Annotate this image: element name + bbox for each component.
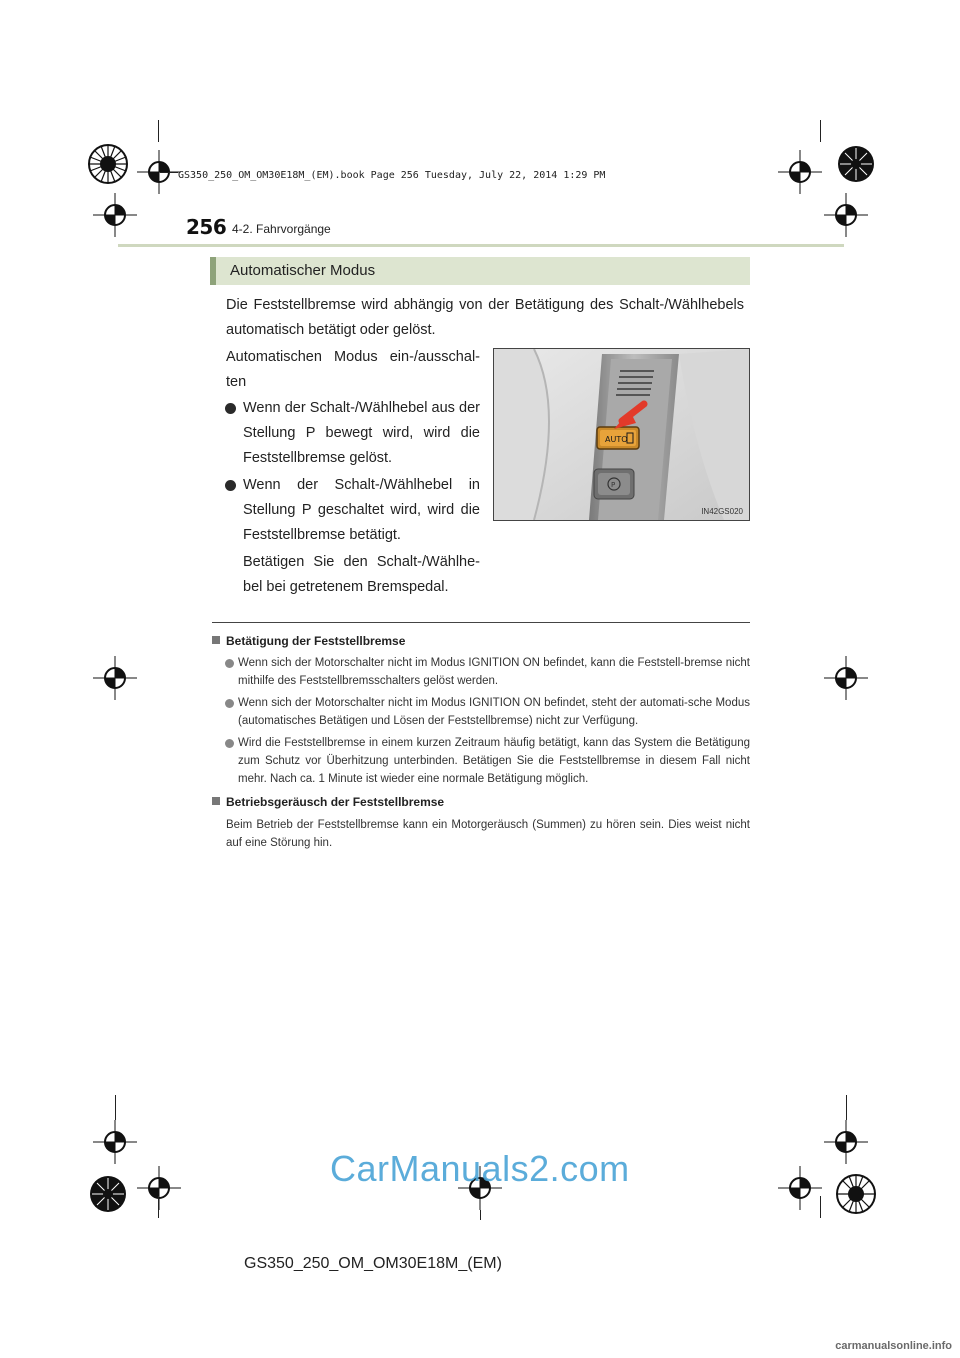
- note-title-1: Betätigung der Feststellbremse: [212, 634, 405, 648]
- p-label: P: [611, 481, 616, 489]
- mode-toggle-text: Automatischen Modus ein-/ausschal-ten: [226, 349, 480, 390]
- carmanuals-watermark: CarManuals2.com: [330, 1148, 630, 1189]
- crosshair-mark-right-middle: [824, 656, 868, 700]
- crop-line: [480, 1210, 481, 1220]
- note-item-3: Wird die Feststellbremse in einem kurzen Zeitraum häufig betätigt, kann das System die Betätigung zum Schutz vor Überhitzung unterbinden. Betätigen Sie die Feststellbremse in diesem Fall nicht mehr. Nach ca. 1 Minute ist wieder eine normale Betätigung möglich.: [238, 737, 750, 785]
- instruction-text: Betätigen Sie den Schalt-/Wählhe-bel bei getretenem Bremspedal.: [243, 554, 480, 595]
- footer-code: GS350_250_OM_OM30E18M_(EM): [244, 1255, 502, 1272]
- registration-mark-bottom-right-starburst: [834, 1172, 878, 1216]
- crosshair-mark-right-upper: [824, 193, 868, 237]
- crop-line: [820, 1196, 821, 1218]
- note-item-2: Wenn sich der Motorschalter nicht im Modus IGNITION ON befindet, steht der automati-sche Modus (automatisches Betätigen und Lösen der Feststellbremse) nicht zur Verfügung.: [238, 697, 750, 727]
- note-bullet-icon: [225, 659, 234, 668]
- crop-line: [115, 1095, 116, 1120]
- note-item-1: Wenn sich der Motorschalter nicht im Modus IGNITION ON befindet, kann die Feststell-bremse nicht mithilfe des Feststellbremsschalters gelöst werden.: [238, 657, 750, 687]
- crop-line: [820, 120, 821, 142]
- section-divider: [212, 622, 750, 623]
- note-bullet-icon: [225, 739, 234, 748]
- crosshair-mark-left-lower: [93, 1120, 137, 1164]
- crosshair-mark-bottom-right: [778, 1166, 822, 1210]
- bullet-text-2: Wenn der Schalt-/Wählhebel in Stellung P geschaltet wird, wird die Feststellbremse betätigt.: [243, 477, 480, 543]
- bullet-icon: [225, 480, 236, 491]
- auto-label: AUTO: [605, 435, 628, 444]
- note-bullet-icon: [225, 699, 234, 708]
- crop-line: [160, 172, 178, 173]
- crosshair-mark-bottom-left: [137, 1166, 181, 1210]
- crop-line: [158, 1196, 159, 1218]
- square-bullet-icon: [212, 636, 220, 644]
- crosshair-mark-top-right: [778, 150, 822, 194]
- note-text-2: Beim Betrieb der Feststellbremse kann ein Motorgeräusch (Summen) zu hören sein. Dies weist nicht auf eine Störung hin.: [226, 819, 750, 849]
- bullet-icon: [225, 403, 236, 414]
- heading-title: Automatischer Modus: [230, 262, 376, 279]
- bullet-text-1: Wenn der Schalt-/Wählhebel aus der Stellung P bewegt wird, wird die Feststellbremse gelöst.: [243, 400, 480, 466]
- note-title-2: Betriebsgeräusch der Feststellbremse: [212, 795, 444, 809]
- crosshair-mark-left-upper: [93, 193, 137, 237]
- crosshair-mark-left-middle: [93, 656, 137, 700]
- crop-line: [846, 1095, 847, 1120]
- registration-mark-bottom-left-starburst: [86, 1172, 130, 1216]
- crosshair-mark-right-lower: [824, 1120, 868, 1164]
- registration-mark-top-right-starburst: [834, 142, 878, 186]
- book-info-line: GS350_250_OM_OM30E18M_(EM).book Page 256 Tuesday, July 22, 2014 1:29 PM: [178, 170, 606, 181]
- parking-brake-switch-photo: [493, 348, 750, 521]
- square-bullet-icon: [212, 797, 220, 805]
- header-rule: [118, 244, 844, 247]
- heading-bar: [210, 257, 750, 285]
- crop-line: [158, 120, 159, 142]
- page-number: 256: [186, 215, 227, 239]
- intro-paragraph: Die Feststellbremse wird abhängig von der Betätigung des Schalt-/Wählhebels automatisch betätigt oder gelöst.: [226, 297, 744, 338]
- image-code: IN42GS020: [701, 507, 743, 516]
- registration-mark-top-left-starburst: [86, 142, 130, 186]
- section-title: 4-2. Fahrvorgänge: [232, 222, 331, 236]
- site-watermark: carmanualsonline.info: [835, 1340, 952, 1352]
